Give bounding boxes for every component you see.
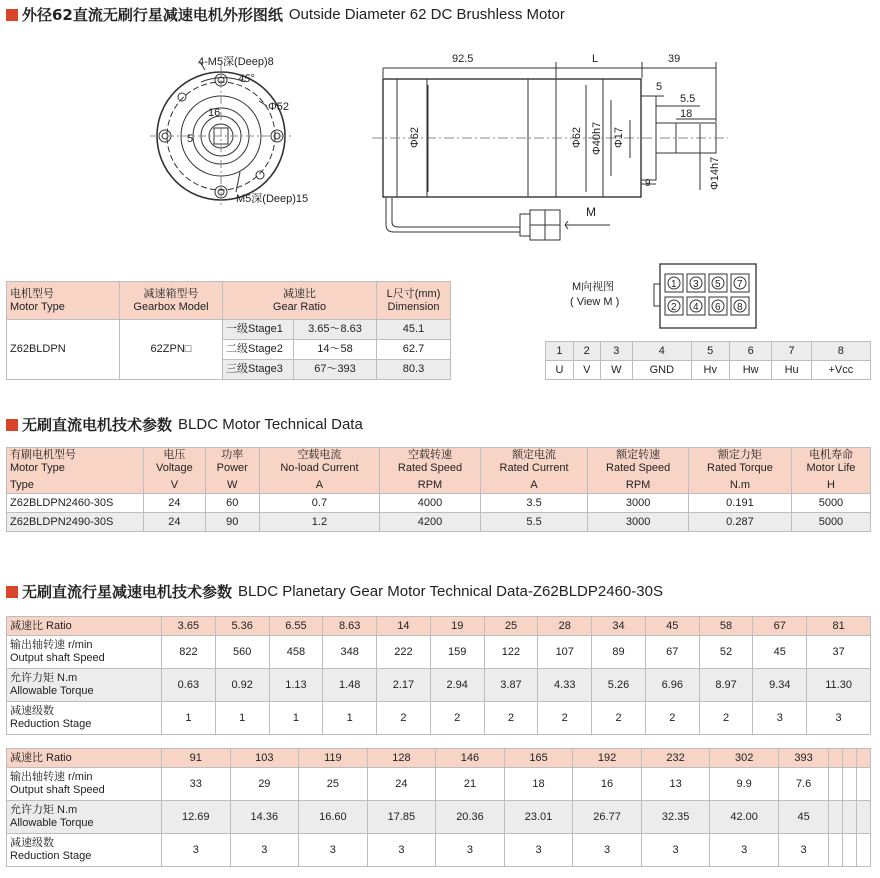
table-row bbox=[7, 749, 871, 768]
value-cell: 1.13 bbox=[269, 669, 323, 702]
value-cell: 1 bbox=[162, 702, 216, 735]
ratio-cell: 67～393 bbox=[294, 360, 377, 380]
value-cell: 3.65 bbox=[162, 617, 216, 636]
value-cell: 45 bbox=[778, 801, 828, 834]
connector-view-subtitle: ( View M ) bbox=[570, 296, 620, 308]
pin-signal-cell: V bbox=[573, 361, 600, 380]
table-row bbox=[7, 834, 871, 867]
pin-signal-row bbox=[546, 361, 871, 380]
dim-key-offset: 5.5 bbox=[680, 93, 696, 105]
value-cell: 2 bbox=[484, 702, 538, 735]
hole-spec-top: 4-M5深(Deep)8 bbox=[198, 56, 274, 68]
value-cell: 3 bbox=[504, 834, 573, 867]
header-cell bbox=[205, 448, 259, 494]
gear-data-table-1 bbox=[6, 616, 871, 735]
pin-number-cell: 6 bbox=[729, 342, 772, 361]
value-cell: 4200 bbox=[380, 513, 481, 532]
value-cell: 2.94 bbox=[430, 669, 484, 702]
value-cell bbox=[857, 834, 871, 867]
header-en: Motor Type bbox=[10, 300, 65, 313]
header-en: Rated Current bbox=[499, 462, 569, 474]
section-marker bbox=[6, 419, 18, 431]
value-cell: 1 bbox=[269, 702, 323, 735]
value-cell: 2 bbox=[592, 702, 646, 735]
value-cell: 11.30 bbox=[807, 669, 871, 702]
bldc-data-table bbox=[6, 447, 871, 532]
dim-body-dia: Φ62 bbox=[409, 126, 421, 148]
connector-view-title: M向视图 bbox=[572, 281, 615, 293]
pin-label: 4 bbox=[693, 302, 699, 313]
gear-title-en: BLDC Planetary Gear Motor Technical Data-Z62BLDP2460-30S bbox=[238, 583, 663, 600]
value-cell: 33 bbox=[162, 768, 231, 801]
header-en: Rated Torque bbox=[707, 462, 773, 474]
connector-view bbox=[654, 264, 756, 328]
pin-number-cell: 5 bbox=[691, 342, 729, 361]
header-zh: 功率 bbox=[221, 449, 244, 461]
key-height-label: 5 bbox=[187, 133, 194, 145]
row-label: Output shaft Speed bbox=[10, 652, 105, 664]
value-cell: 0.191 bbox=[688, 494, 791, 513]
value-cell: 192 bbox=[573, 749, 642, 768]
value-cell bbox=[829, 768, 843, 801]
value-cell: 128 bbox=[367, 749, 436, 768]
value-cell: 1 bbox=[323, 702, 377, 735]
header-cell bbox=[144, 448, 206, 494]
drawing-title-zh: 外径62直流无刷行星减速电机外形图纸 bbox=[22, 6, 283, 24]
value-cell: 14.36 bbox=[230, 801, 299, 834]
value-cell: 232 bbox=[641, 749, 710, 768]
value-cell: 348 bbox=[323, 636, 377, 669]
header-unit: RPM bbox=[417, 479, 443, 491]
header-zh: 电机寿命 bbox=[808, 449, 853, 461]
row-label: Output shaft Speed bbox=[10, 784, 105, 796]
pin-number-cell: 4 bbox=[633, 342, 692, 361]
bldc-title-en: BLDC Motor Technical Data bbox=[178, 416, 363, 433]
header-cell bbox=[480, 448, 588, 494]
value-cell: 52 bbox=[699, 636, 753, 669]
motor-type-cell: Z62BLDPN bbox=[7, 320, 120, 380]
value-cell: 3 bbox=[573, 834, 642, 867]
value-cell: 0.7 bbox=[259, 494, 379, 513]
value-cell: 3 bbox=[299, 834, 368, 867]
row-label: 允许力矩 N.m bbox=[10, 804, 78, 816]
gear-title-zh: 无刷直流行星减速电机技术参数 bbox=[22, 583, 233, 601]
value-cell: 90 bbox=[205, 513, 259, 532]
value-cell: 6.55 bbox=[269, 617, 323, 636]
value-cell bbox=[857, 801, 871, 834]
model-cell: Z62BLDPN2460-30S bbox=[7, 494, 144, 513]
header-unit: N.m bbox=[729, 479, 751, 491]
header-en: Motor Life bbox=[806, 462, 856, 474]
hole-spec-bottom: M5深(Deep)15 bbox=[236, 193, 309, 205]
value-cell: 822 bbox=[162, 636, 216, 669]
value-cell: 107 bbox=[538, 636, 592, 669]
value-cell: 7.6 bbox=[778, 768, 828, 801]
value-cell: 3.87 bbox=[484, 669, 538, 702]
pin-signal-cell: Hv bbox=[691, 361, 729, 380]
header-zh: 额定转速 bbox=[616, 449, 661, 461]
row-label: Reduction Stage bbox=[10, 718, 92, 730]
dim-gear-length: L bbox=[592, 53, 599, 65]
value-cell: 67 bbox=[753, 617, 807, 636]
value-cell bbox=[829, 749, 843, 768]
value-cell: 9.34 bbox=[753, 669, 807, 702]
pin-number-cell: 2 bbox=[573, 342, 600, 361]
header-en: Dimension bbox=[387, 300, 440, 313]
row-label-cell bbox=[7, 636, 162, 669]
header-zh: 电机型号 bbox=[10, 287, 54, 300]
value-cell: 42.00 bbox=[710, 801, 779, 834]
row-label: 减速比 Ratio bbox=[10, 751, 72, 764]
value-cell: 24 bbox=[367, 768, 436, 801]
value-cell: 5.36 bbox=[215, 617, 269, 636]
row-label-cell bbox=[7, 834, 162, 867]
value-cell bbox=[857, 768, 871, 801]
front-view bbox=[150, 62, 292, 208]
pin-label: 8 bbox=[737, 302, 743, 313]
value-cell: 3 bbox=[641, 834, 710, 867]
value-cell: 20.36 bbox=[436, 801, 505, 834]
pin-signal-cell: W bbox=[600, 361, 632, 380]
dim-cell: 62.7 bbox=[377, 340, 451, 360]
value-cell: 0.287 bbox=[688, 513, 791, 532]
drawing-title-en: Outside Diameter 62 DC Brushless Motor bbox=[288, 6, 565, 23]
row-label-cell bbox=[7, 768, 162, 801]
table-row bbox=[7, 617, 871, 636]
value-cell: 0.63 bbox=[162, 669, 216, 702]
pin-table bbox=[545, 341, 871, 380]
value-cell: 13 bbox=[641, 768, 710, 801]
table-row bbox=[7, 513, 871, 532]
pin-signal-cell: U bbox=[546, 361, 574, 380]
header-unit: W bbox=[227, 479, 238, 491]
value-cell: 25 bbox=[484, 617, 538, 636]
value-cell: 16.60 bbox=[299, 801, 368, 834]
value-cell: 60 bbox=[205, 494, 259, 513]
value-cell: 58 bbox=[699, 617, 753, 636]
header-cell bbox=[791, 448, 870, 494]
value-cell: 2 bbox=[645, 702, 699, 735]
row-label: 允许力矩 N.m bbox=[10, 672, 78, 684]
dim-key-length: 18 bbox=[680, 108, 693, 120]
header-zh: 减速箱型号 bbox=[143, 287, 199, 300]
dim-shaft-length: 39 bbox=[668, 53, 681, 65]
value-cell: 21 bbox=[436, 768, 505, 801]
row-label: 减速比 Ratio bbox=[10, 619, 72, 632]
value-cell: 45 bbox=[753, 636, 807, 669]
value-cell: 5000 bbox=[791, 513, 870, 532]
header-zh: 空载转速 bbox=[408, 449, 452, 461]
value-cell: 4.33 bbox=[538, 669, 592, 702]
dim-pilot-dia: Φ40h7 bbox=[591, 121, 603, 155]
header-zh: 减速比 bbox=[283, 287, 316, 300]
header-zh: 电压 bbox=[163, 449, 186, 461]
table-row bbox=[7, 702, 871, 735]
header-en: Rated Speed bbox=[606, 462, 671, 474]
value-cell: 2 bbox=[538, 702, 592, 735]
value-cell: 24 bbox=[144, 513, 206, 532]
value-cell: 122 bbox=[484, 636, 538, 669]
header-zh: 空载电流 bbox=[297, 449, 342, 461]
pin-label: 6 bbox=[715, 302, 721, 313]
gearbox-dimension-table bbox=[6, 281, 451, 380]
value-cell: 103 bbox=[230, 749, 299, 768]
value-cell: 45 bbox=[645, 617, 699, 636]
row-label: 减速级数 bbox=[10, 837, 54, 849]
value-cell: 3 bbox=[710, 834, 779, 867]
value-cell: 165 bbox=[504, 749, 573, 768]
header-en: No-load Current bbox=[280, 462, 359, 474]
value-cell: 81 bbox=[807, 617, 871, 636]
value-cell: 32.35 bbox=[641, 801, 710, 834]
bldc-title-zh: 无刷直流电机技术参数 bbox=[22, 416, 173, 434]
pin-signal-cell: GND bbox=[633, 361, 692, 380]
value-cell: 89 bbox=[592, 636, 646, 669]
value-cell bbox=[829, 834, 843, 867]
value-cell: 34 bbox=[592, 617, 646, 636]
pin-number-cell: 8 bbox=[811, 342, 870, 361]
side-view bbox=[372, 62, 728, 240]
table-row bbox=[7, 636, 871, 669]
value-cell: 3.5 bbox=[480, 494, 588, 513]
value-cell: 3 bbox=[230, 834, 299, 867]
pin-number-row bbox=[546, 342, 871, 361]
dim-cell: 45.1 bbox=[377, 320, 451, 340]
header-cell bbox=[380, 448, 481, 494]
value-cell: 3 bbox=[367, 834, 436, 867]
row-label: Allowable Torque bbox=[10, 817, 94, 829]
row-label-cell bbox=[7, 801, 162, 834]
value-cell bbox=[843, 749, 857, 768]
pin-number-cell: 7 bbox=[772, 342, 811, 361]
value-cell: 222 bbox=[377, 636, 431, 669]
table-header-row bbox=[7, 448, 871, 494]
section-marker bbox=[6, 586, 18, 598]
value-cell: 560 bbox=[215, 636, 269, 669]
header-zh: L尺寸(mm) bbox=[386, 287, 441, 300]
value-cell: 1 bbox=[215, 702, 269, 735]
value-cell: 5.26 bbox=[592, 669, 646, 702]
pin-signal-cell: +Vcc bbox=[811, 361, 870, 380]
gearbox-model-cell: 62ZPN□ bbox=[120, 320, 223, 380]
dim-cell: 80.3 bbox=[377, 360, 451, 380]
value-cell: 2 bbox=[430, 702, 484, 735]
model-cell: Z62BLDPN2490-30S bbox=[7, 513, 144, 532]
angle-label: 45° bbox=[238, 73, 255, 85]
value-cell: 8.63 bbox=[323, 617, 377, 636]
header-unit: A bbox=[530, 479, 538, 491]
value-cell: 3000 bbox=[588, 494, 689, 513]
row-label: Reduction Stage bbox=[10, 850, 92, 862]
header-en: Voltage bbox=[156, 462, 193, 474]
row-label-cell bbox=[7, 702, 162, 735]
table-row bbox=[7, 669, 871, 702]
stage-cell: 一级Stage1 bbox=[223, 320, 294, 340]
value-cell bbox=[843, 834, 857, 867]
row-label: Allowable Torque bbox=[10, 685, 94, 697]
ratio-cell: 3.65～8.63 bbox=[294, 320, 377, 340]
value-cell: 393 bbox=[778, 749, 828, 768]
pin-number-cell: 3 bbox=[600, 342, 632, 361]
pin-signal-cell: Hu bbox=[772, 361, 811, 380]
value-cell: 2 bbox=[699, 702, 753, 735]
value-cell: 3000 bbox=[588, 513, 689, 532]
header-en: Power bbox=[216, 462, 248, 474]
value-cell: 1.48 bbox=[323, 669, 377, 702]
row-label: 输出轴转速 r/min bbox=[10, 771, 93, 783]
stage-cell: 三级Stage3 bbox=[223, 360, 294, 380]
row-label: 减速级数 bbox=[10, 705, 54, 717]
gear-data-table-2 bbox=[6, 748, 871, 867]
header-unit: V bbox=[170, 479, 179, 491]
table-row bbox=[7, 768, 871, 801]
value-cell: 458 bbox=[269, 636, 323, 669]
header-cell bbox=[120, 282, 223, 320]
table-header-row bbox=[7, 282, 451, 320]
row-label: 输出轴转速 r/min bbox=[10, 639, 93, 651]
header-zh: 额定电流 bbox=[512, 449, 557, 461]
header-cell bbox=[259, 448, 379, 494]
pin-number-cell: 1 bbox=[546, 342, 574, 361]
value-cell: 6.96 bbox=[645, 669, 699, 702]
value-cell: 0.92 bbox=[215, 669, 269, 702]
header-zh: 额定力矩 bbox=[717, 449, 762, 461]
value-cell: 37 bbox=[807, 636, 871, 669]
row-label-cell bbox=[7, 749, 162, 768]
table-row bbox=[7, 320, 451, 340]
header-unit: RPM bbox=[625, 479, 651, 491]
value-cell: 28 bbox=[538, 617, 592, 636]
value-cell bbox=[857, 749, 871, 768]
value-cell: 9.9 bbox=[710, 768, 779, 801]
value-cell bbox=[843, 801, 857, 834]
table-row bbox=[7, 494, 871, 513]
value-cell: 3 bbox=[807, 702, 871, 735]
gear-section-title bbox=[6, 581, 663, 602]
value-cell: 2 bbox=[377, 702, 431, 735]
dim-shaft-dia: Φ14h7 bbox=[709, 156, 721, 190]
bldc-section-title bbox=[6, 414, 363, 435]
value-cell: 26.77 bbox=[573, 801, 642, 834]
header-cell bbox=[7, 448, 144, 494]
ratio-cell: 14～58 bbox=[294, 340, 377, 360]
value-cell: 67 bbox=[645, 636, 699, 669]
value-cell: 16 bbox=[573, 768, 642, 801]
header-en: Rated Speed bbox=[397, 462, 463, 474]
value-cell: 3 bbox=[162, 834, 231, 867]
pin-label: 1 bbox=[671, 279, 677, 290]
header-unit: A bbox=[315, 479, 324, 491]
value-cell: 3 bbox=[436, 834, 505, 867]
pin-label: 7 bbox=[737, 279, 743, 290]
value-cell bbox=[843, 768, 857, 801]
pin-signal-cell: Hw bbox=[729, 361, 772, 380]
stage-cell: 二级Stage2 bbox=[223, 340, 294, 360]
header-cell bbox=[688, 448, 791, 494]
value-cell: 2.17 bbox=[377, 669, 431, 702]
pcd-label: Φ52 bbox=[268, 101, 290, 113]
value-cell: 1.2 bbox=[259, 513, 379, 532]
dim-gear-dia: Φ62 bbox=[571, 126, 583, 148]
dim-boss-dia: Φ17 bbox=[613, 126, 625, 148]
header-en: Motor Type bbox=[10, 462, 65, 474]
header-cell bbox=[7, 282, 120, 320]
value-cell: 8.97 bbox=[699, 669, 753, 702]
value-cell: 5000 bbox=[791, 494, 870, 513]
row-label-cell bbox=[7, 669, 162, 702]
header-unit: Type bbox=[10, 479, 34, 491]
pin-label: 2 bbox=[671, 302, 677, 313]
header-zh: 有刷电机型号 bbox=[10, 449, 76, 461]
value-cell: 3 bbox=[778, 834, 828, 867]
value-cell bbox=[829, 801, 843, 834]
value-cell: 4000 bbox=[380, 494, 481, 513]
value-cell: 19 bbox=[430, 617, 484, 636]
dim-nine: 9 bbox=[645, 178, 651, 189]
value-cell: 24 bbox=[144, 494, 206, 513]
pin-label: 5 bbox=[715, 279, 721, 290]
value-cell: 5.5 bbox=[480, 513, 588, 532]
header-en: Gearbox Model bbox=[133, 300, 209, 313]
value-cell: 119 bbox=[299, 749, 368, 768]
value-cell: 302 bbox=[710, 749, 779, 768]
dim-flange: 5 bbox=[656, 81, 663, 93]
header-en: Gear Ratio bbox=[272, 300, 327, 313]
view-m-arrow-label: M bbox=[586, 205, 596, 219]
table-row bbox=[7, 801, 871, 834]
value-cell: 18 bbox=[504, 768, 573, 801]
value-cell: 14 bbox=[377, 617, 431, 636]
header-unit: H bbox=[826, 479, 835, 491]
value-cell: 3 bbox=[753, 702, 807, 735]
value-cell: 12.69 bbox=[162, 801, 231, 834]
value-cell: 29 bbox=[230, 768, 299, 801]
value-cell: 146 bbox=[436, 749, 505, 768]
row-label-cell bbox=[7, 617, 162, 636]
pin-label: 3 bbox=[693, 279, 699, 290]
header-cell bbox=[223, 282, 377, 320]
value-cell: 159 bbox=[430, 636, 484, 669]
value-cell: 17.85 bbox=[367, 801, 436, 834]
header-cell bbox=[377, 282, 451, 320]
value-cell: 25 bbox=[299, 768, 368, 801]
header-cell bbox=[588, 448, 689, 494]
key-width-label: 16 bbox=[208, 107, 221, 119]
dim-body-length: 92.5 bbox=[452, 53, 474, 65]
value-cell: 23.01 bbox=[504, 801, 573, 834]
value-cell: 91 bbox=[162, 749, 231, 768]
